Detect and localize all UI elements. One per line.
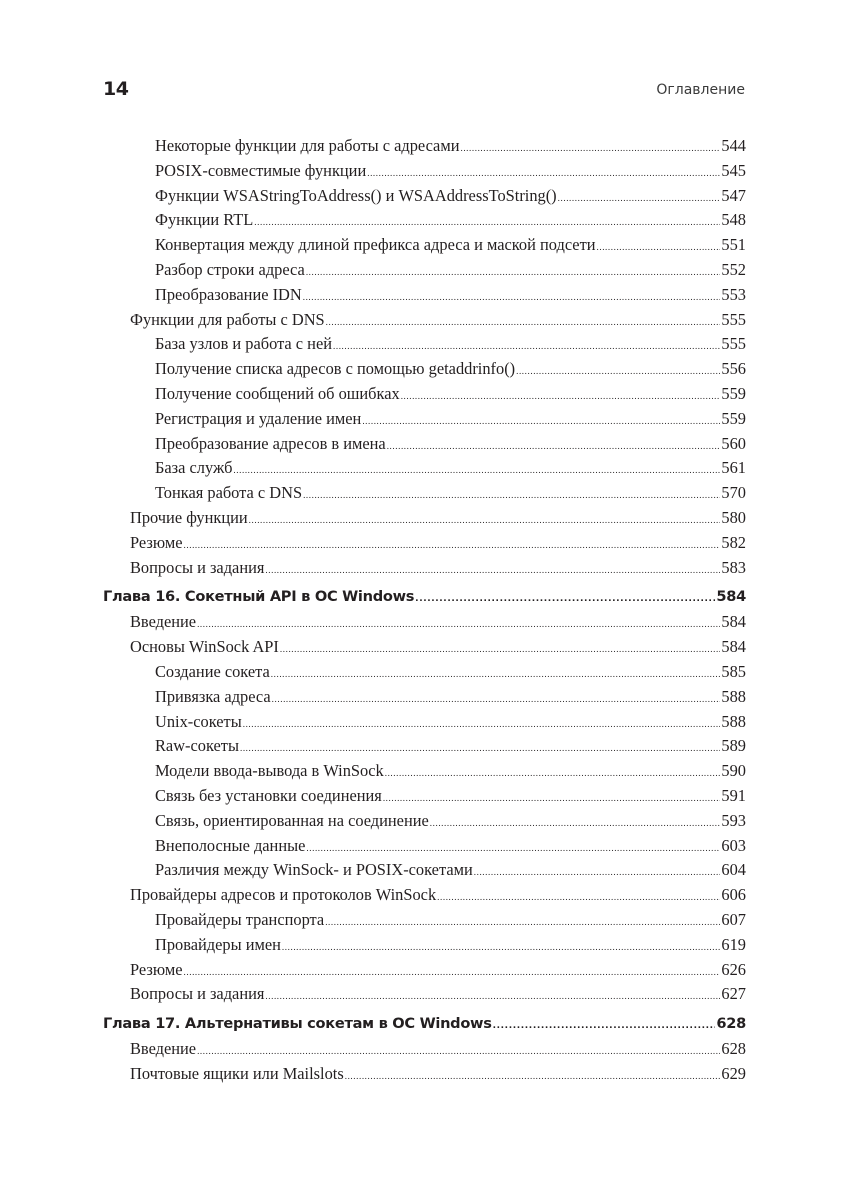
toc-entry-page-number: 584: [721, 637, 746, 657]
toc-dot-leader: [387, 434, 721, 457]
toc-entry-title: Unix-сокеты: [155, 711, 242, 731]
toc-chapter-entry[interactable]: [103, 584, 746, 610]
running-head: Оглавление: [656, 82, 745, 98]
toc-entry[interactable]: [103, 134, 746, 159]
toc-entry-title: Raw-сокеты: [155, 736, 239, 756]
toc-dot-leader: [325, 910, 720, 933]
toc-dot-leader: [558, 186, 721, 209]
toc-chapter-entry[interactable]: [103, 1011, 746, 1037]
toc-dot-leader: [430, 811, 721, 834]
toc-dot-leader: [597, 235, 721, 258]
toc-entry-page-number: 584: [716, 588, 746, 606]
toc-dot-leader: [249, 508, 721, 531]
toc-entry[interactable]: [103, 506, 746, 531]
toc-dot-leader: [272, 687, 721, 710]
toc-entry-title: База служб: [155, 458, 233, 478]
toc-dot-leader: [345, 1064, 721, 1087]
toc-entry-title: Вопросы и задания: [130, 984, 265, 1004]
toc-entry[interactable]: [103, 908, 746, 933]
toc-entry-page-number: 559: [721, 408, 746, 428]
toc-entry-title: Создание сокета: [155, 661, 270, 681]
toc-dot-leader: [254, 210, 720, 233]
toc-entry-title: Функции RTL: [155, 210, 254, 230]
toc-entry-title: Функции WSAStringToAddress() и WSAAddressToString(): [155, 185, 557, 205]
toc-entry-page-number: 580: [721, 507, 746, 527]
toc-entry-title: POSIX-совместимые функции: [155, 160, 367, 180]
toc-dot-leader: [197, 612, 720, 635]
toc-entry-page-number: 604: [721, 860, 746, 880]
page-number: 14: [103, 78, 129, 100]
toc-dot-leader: [240, 736, 720, 759]
toc-entry-title: Резюме: [130, 959, 183, 979]
toc-entry-title: Внеполосные данные: [155, 835, 306, 855]
toc-entry-title: Глава 16. Сокетный API в ОС Windows: [103, 588, 415, 606]
toc-entry-page-number: 589: [721, 736, 746, 756]
toc-dot-leader: [306, 836, 720, 859]
toc-entry[interactable]: [103, 610, 746, 635]
toc-entry-title: Конвертация между длиной префикса адреса и маской подсети: [155, 235, 596, 255]
toc-entry[interactable]: [103, 958, 746, 983]
toc-entry-page-number: 548: [721, 210, 746, 230]
toc-entry-title: Преобразование адресов в имена: [155, 433, 386, 453]
toc-dot-leader: [415, 586, 715, 610]
toc-entry-page-number: 593: [721, 810, 746, 830]
toc-entry-page-number: 619: [721, 934, 746, 954]
toc-entry[interactable]: [103, 834, 746, 859]
toc-dot-leader: [233, 458, 720, 481]
toc-entry-page-number: 628: [721, 1039, 746, 1059]
toc-entry-page-number: 585: [721, 661, 746, 681]
toc-entry-page-number: 553: [721, 284, 746, 304]
toc-entry[interactable]: [103, 456, 746, 481]
toc-dot-leader: [367, 161, 720, 184]
toc-entry[interactable]: [103, 556, 746, 581]
toc-entry-title: Некоторые функции для работы с адресами: [155, 136, 460, 155]
toc-entry-title: Тонкая работа с DNS: [155, 483, 303, 503]
toc-entry-title: Прочие функции: [130, 507, 248, 527]
toc-dot-leader: [282, 935, 720, 958]
toc-dot-leader: [265, 984, 720, 1007]
toc-entry[interactable]: [103, 233, 746, 258]
toc-entry-title: Провайдеры транспорта: [155, 909, 325, 929]
toc-dot-leader: [493, 1013, 716, 1037]
toc-dot-leader: [362, 409, 720, 432]
toc-entry-title: Функции для работы с DNS: [130, 309, 325, 329]
toc-dot-leader: [280, 637, 721, 660]
toc-dot-leader: [333, 334, 720, 357]
toc-entry[interactable]: [103, 734, 746, 759]
toc-entry[interactable]: [103, 184, 746, 209]
toc-dot-leader: [243, 712, 721, 735]
toc-entry-title: Резюме: [130, 532, 183, 552]
toc-entry[interactable]: [103, 883, 746, 908]
table-of-contents: [103, 134, 746, 1087]
toc-entry-page-number: 556: [721, 359, 746, 379]
toc-entry[interactable]: [103, 1062, 746, 1087]
toc-entry[interactable]: [103, 759, 746, 784]
toc-entry-page-number: 627: [721, 984, 746, 1004]
toc-entry-page-number: 628: [716, 1015, 746, 1033]
toc-entry-page-number: 545: [721, 160, 746, 180]
toc-entry-page-number: 591: [721, 785, 746, 805]
toc-entry-title: Провайдеры адресов и протоколов WinSock: [130, 885, 437, 905]
toc-entry-title: База узлов и работа с ней: [155, 334, 332, 354]
toc-entry-title: Получение сообщений об ошибках: [155, 383, 400, 403]
toc-entry-page-number: 606: [721, 885, 746, 905]
toc-entry-page-number: 588: [721, 686, 746, 706]
toc-dot-leader: [197, 1039, 720, 1062]
toc-entry-page-number: 603: [721, 835, 746, 855]
toc-entry-page-number: 555: [721, 309, 746, 329]
toc-entry-title: Почтовые ящики или Mailslots: [130, 1063, 344, 1083]
page-header: [103, 78, 745, 104]
toc-entry-title: Основы WinSock API: [130, 637, 279, 657]
toc-entry-page-number: 560: [721, 433, 746, 453]
toc-entry[interactable]: [103, 407, 746, 432]
toc-dot-leader: [474, 860, 721, 883]
toc-dot-leader: [303, 285, 721, 308]
toc-entry[interactable]: [103, 208, 746, 233]
toc-entry-page-number: 559: [721, 383, 746, 403]
toc-entry[interactable]: [103, 685, 746, 710]
toc-entry-page-number: 607: [721, 909, 746, 929]
toc-entry-title: Связь, ориентированная на соединение: [155, 810, 429, 830]
toc-dot-leader: [306, 260, 721, 283]
toc-entry-page-number: 582: [721, 532, 746, 552]
toc-entry-title: Различия между WinSock- и POSIX-сокетами: [155, 860, 473, 880]
toc-entry[interactable]: [103, 481, 746, 506]
toc-dot-leader: [516, 359, 720, 382]
toc-dot-leader: [460, 136, 720, 159]
toc-entry[interactable]: [103, 933, 746, 958]
toc-entry-page-number: 561: [721, 458, 746, 478]
toc-entry-title: Введение: [130, 612, 197, 632]
toc-entry-page-number: 551: [721, 235, 746, 255]
toc-entry-page-number: 555: [721, 334, 746, 354]
toc-entry[interactable]: [103, 858, 746, 883]
toc-entry-title: Модели ввода-вывода в WinSock: [155, 761, 384, 781]
toc-entry-page-number: 588: [721, 711, 746, 731]
toc-entry[interactable]: [103, 809, 746, 834]
toc-dot-leader: [401, 384, 721, 407]
toc-entry-title: Получение списка адресов с помощью getaddrinfo(): [155, 359, 516, 379]
toc-entry-title: Провайдеры имен: [155, 934, 281, 954]
toc-entry[interactable]: [103, 382, 746, 407]
toc-entry[interactable]: [103, 283, 746, 308]
toc-entry-page-number: 552: [721, 259, 746, 279]
toc-entry[interactable]: [103, 635, 746, 660]
toc-dot-leader: [271, 662, 721, 685]
toc-entry[interactable]: [103, 531, 746, 556]
toc-entry-title: Вопросы и задания: [130, 557, 265, 577]
toc-entry-page-number: 547: [721, 185, 746, 205]
toc-entry-page-number: 570: [721, 483, 746, 503]
toc-entry-title: Разбор строки адреса: [155, 259, 305, 279]
toc-entry-title: Глава 17. Альтернативы сокетам в ОС Windows: [103, 1015, 492, 1033]
toc-entry-title: Введение: [130, 1039, 197, 1059]
toc-entry-page-number: 584: [721, 612, 746, 632]
toc-dot-leader: [265, 558, 720, 581]
toc-dot-leader: [326, 310, 721, 333]
toc-dot-leader: [184, 960, 721, 983]
toc-dot-leader: [437, 885, 720, 908]
toc-entry[interactable]: [103, 1037, 746, 1062]
toc-entry[interactable]: [103, 357, 746, 382]
toc-entry[interactable]: [103, 982, 746, 1007]
toc-entry[interactable]: [103, 258, 746, 283]
toc-entry-page-number: 629: [721, 1063, 746, 1083]
toc-dot-leader: [184, 533, 721, 556]
toc-dot-leader: [385, 761, 721, 784]
toc-entry-title: Преобразование IDN: [155, 284, 302, 304]
toc-dot-leader: [383, 786, 721, 809]
toc-entry-page-number: 590: [721, 761, 746, 781]
toc-entry[interactable]: [103, 332, 746, 357]
toc-entry[interactable]: [103, 710, 746, 735]
toc-entry[interactable]: [103, 308, 746, 333]
toc-entry[interactable]: [103, 159, 746, 184]
toc-entry[interactable]: [103, 432, 746, 457]
toc-entry-page-number: 626: [721, 959, 746, 979]
toc-entry-title: Связь без установки соединения: [155, 785, 382, 805]
toc-dot-leader: [303, 483, 720, 506]
toc-entry[interactable]: [103, 784, 746, 809]
toc-entry-page-number: 544: [721, 136, 746, 155]
toc-entry[interactable]: [103, 660, 746, 685]
toc-entry-title: Привязка адреса: [155, 686, 271, 706]
toc-entry-title: Регистрация и удаление имен: [155, 408, 362, 428]
toc-entry-page-number: 583: [721, 557, 746, 577]
